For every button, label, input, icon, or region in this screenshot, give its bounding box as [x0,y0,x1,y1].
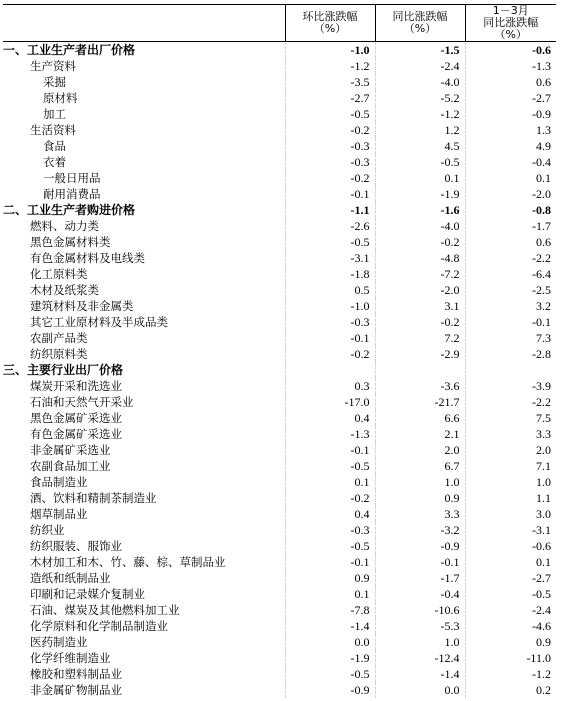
mom-value: -1.4 [285,618,375,634]
row-label: 化工原料类 [30,267,88,281]
row-label: 非金属矿采选业 [30,443,111,457]
mom-value: -3.1 [285,250,375,266]
yoy-value: 2.0 [375,442,465,458]
yoy-value: -1.5 [375,42,465,59]
header-ytd: 1－3月 同比涨跌幅 （%） [465,5,556,42]
mom-value: 0.9 [285,570,375,586]
mom-value: 0.5 [285,282,375,298]
mom-value: -0.1 [285,330,375,346]
table-header [3,5,556,42]
section-row [3,202,556,218]
yoy-value: 7.2 [375,330,465,346]
table-row [3,586,556,602]
mom-value: -3.5 [285,74,375,90]
table-row [3,298,556,314]
ytd-value: -2.2 [465,394,556,410]
table-row [3,570,556,586]
ytd-value: -1.2 [465,666,556,682]
row-label: 一、工业生产者出厂价格 [3,43,136,57]
table-row [3,426,556,442]
row-label: 采掘 [43,75,66,89]
yoy-value: -0.1 [375,554,465,570]
row-label: 有色金属矿采选业 [30,427,122,441]
ytd-value: 7.3 [465,330,556,346]
ytd-value: 0.6 [465,234,556,250]
row-label: 建筑材料及非金属类 [30,299,134,313]
ytd-value: -0.9 [465,106,556,122]
mom-value: -0.9 [285,682,375,698]
table-row [3,106,556,122]
row-label: 化学原料和化学制品制造业 [30,619,168,633]
row-label: 医药制造业 [30,635,88,649]
ytd-value [465,362,556,378]
mom-value: -17.0 [285,394,375,410]
row-label: 煤炭开采和洗选业 [30,379,122,393]
row-label: 食品 [43,139,66,153]
mom-value: -1.1 [285,202,375,218]
ytd-value: -2.4 [465,602,556,618]
row-label: 纺织服装、服饰业 [30,539,122,553]
yoy-value: -0.2 [375,234,465,250]
row-label: 燃料、动力类 [30,219,99,233]
table-row [3,346,556,362]
yoy-value: -4.0 [375,74,465,90]
ytd-value: -0.6 [465,42,556,59]
mom-value: -2.7 [285,90,375,106]
ytd-value: -2.7 [465,570,556,586]
ytd-value: 0.1 [465,170,556,186]
price-index-table [3,4,556,698]
row-label: 食品制造业 [30,475,88,489]
mom-value: -2.6 [285,218,375,234]
row-label: 木材及纸浆类 [30,283,99,297]
yoy-value: 6.6 [375,410,465,426]
row-label: 三、主要行业出厂价格 [3,363,124,377]
yoy-value: -1.7 [375,570,465,586]
ytd-value: 7.1 [465,458,556,474]
yoy-value: 4.5 [375,138,465,154]
row-label: 纺织原料类 [30,347,88,361]
yoy-value [375,362,465,378]
ytd-value: 2.0 [465,442,556,458]
table-row [3,538,556,554]
ytd-value: 3.0 [465,506,556,522]
ytd-value: -0.8 [465,202,556,218]
yoy-value: 0.1 [375,170,465,186]
table-row [3,618,556,634]
mom-value: -0.5 [285,538,375,554]
table-row [3,650,556,666]
ytd-value: 3.3 [465,426,556,442]
mom-value: -1.0 [285,42,375,59]
yoy-value: 2.1 [375,426,465,442]
row-label: 有色金属材料及电线类 [30,251,145,265]
table-row [3,250,556,266]
ytd-value: 0.2 [465,682,556,698]
yoy-value: -2.9 [375,346,465,362]
ytd-value: 1.3 [465,122,556,138]
yoy-value: -0.5 [375,154,465,170]
row-label: 耐用消费品 [43,187,101,201]
row-label: 印刷和记录媒介复制业 [30,587,145,601]
row-label: 原材料 [43,91,78,105]
mom-value: -0.2 [285,346,375,362]
table-row [3,410,556,426]
mom-value: -0.2 [285,490,375,506]
yoy-value: -2.4 [375,58,465,74]
row-label: 酒、饮料和精制茶制造业 [30,491,157,505]
ytd-value: 1.0 [465,474,556,490]
row-label: 生活资料 [30,123,76,137]
yoy-value: 0.9 [375,490,465,506]
yoy-value: -0.4 [375,586,465,602]
header-yoy: 同比涨跌幅 （%） [375,5,465,42]
mom-value: -7.8 [285,602,375,618]
mom-value: 0.4 [285,410,375,426]
table-row [3,554,556,570]
header-blank-cell [3,5,285,42]
yoy-value: 3.1 [375,298,465,314]
table-row [3,122,556,138]
mom-value: -0.5 [285,234,375,250]
row-label: 化学纤维制造业 [30,651,111,665]
table-row [3,90,556,106]
mom-value: -1.0 [285,298,375,314]
row-label: 黑色金属矿采选业 [30,411,122,425]
yoy-value: -4.8 [375,250,465,266]
ytd-value: 7.5 [465,410,556,426]
yoy-value: 1.2 [375,122,465,138]
row-label: 橡胶和塑料制品业 [30,667,122,681]
yoy-value: -5.3 [375,618,465,634]
table-row [3,490,556,506]
table-row [3,506,556,522]
ytd-value: -4.6 [465,618,556,634]
yoy-value: -5.2 [375,90,465,106]
table-row [3,170,556,186]
row-label: 非金属矿物制品业 [30,683,122,697]
row-label: 农副产品类 [30,331,88,345]
yoy-value: 1.0 [375,474,465,490]
mom-value: -0.3 [285,522,375,538]
section-row [3,42,556,59]
mom-value: -1.2 [285,58,375,74]
mom-value: -1.8 [285,266,375,282]
row-label: 石油和天然气开采业 [30,395,134,409]
row-label: 黑色金属材料类 [30,235,111,249]
mom-value: 0.3 [285,378,375,394]
mom-value: -0.1 [285,186,375,202]
yoy-value: -1.6 [375,202,465,218]
table-row [3,682,556,698]
yoy-value: -0.2 [375,314,465,330]
mom-value: -1.9 [285,650,375,666]
mom-value: -0.1 [285,442,375,458]
row-label: 加工 [43,107,66,121]
ytd-value: -0.6 [465,538,556,554]
table-row [3,234,556,250]
ytd-value: 3.2 [465,298,556,314]
ytd-value: -11.0 [465,650,556,666]
yoy-value: -10.6 [375,602,465,618]
table-row [3,74,556,90]
yoy-value: 6.7 [375,458,465,474]
ytd-value: -3.9 [465,378,556,394]
mom-value: -0.3 [285,314,375,330]
ytd-value: -0.1 [465,314,556,330]
ytd-value: -2.8 [465,346,556,362]
mom-value: -0.2 [285,122,375,138]
row-label: 其它工业原材料及半成品类 [30,315,168,329]
table-row [3,634,556,650]
mom-value: -0.5 [285,666,375,682]
yoy-value: -1.4 [375,666,465,682]
row-label: 一般日用品 [43,171,101,185]
ytd-value: -3.1 [465,522,556,538]
yoy-value: 3.3 [375,506,465,522]
table-row [3,314,556,330]
section-row [3,362,556,378]
yoy-value: -21.7 [375,394,465,410]
ytd-value: 4.9 [465,138,556,154]
mom-value [285,362,375,378]
table-row [3,154,556,170]
table-body [3,42,556,699]
table-row [3,394,556,410]
ytd-value: -1.3 [465,58,556,74]
yoy-value: 0.0 [375,682,465,698]
ytd-value: -6.4 [465,266,556,282]
table-row [3,458,556,474]
mom-value: -0.3 [285,138,375,154]
mom-value: -0.2 [285,170,375,186]
ytd-value: 0.1 [465,554,556,570]
row-label: 木材加工和木、竹、藤、棕、草制品业 [30,555,226,569]
mom-value: 0.4 [285,506,375,522]
ytd-value: -0.4 [465,154,556,170]
mom-value: 0.0 [285,634,375,650]
yoy-value: -2.0 [375,282,465,298]
row-label: 纺织业 [30,523,65,537]
header-mom: 环比涨跌幅 （%） [285,5,375,42]
yoy-value: -12.4 [375,650,465,666]
table-row [3,602,556,618]
ytd-value: 0.9 [465,634,556,650]
table-row [3,522,556,538]
table-row [3,138,556,154]
mom-value: -1.3 [285,426,375,442]
table-row [3,218,556,234]
ytd-value: 0.6 [465,74,556,90]
row-label: 生产资料 [30,59,76,73]
table-row [3,282,556,298]
row-label: 衣着 [43,155,66,169]
ytd-value: -2.5 [465,282,556,298]
ytd-value: -2.7 [465,90,556,106]
yoy-value: -7.2 [375,266,465,282]
table-row [3,666,556,682]
table-row [3,330,556,346]
table-row [3,378,556,394]
mom-value: -0.5 [285,106,375,122]
yoy-value: -0.9 [375,538,465,554]
yoy-value: -1.2 [375,106,465,122]
table-row [3,266,556,282]
yoy-value: -4.0 [375,218,465,234]
yoy-value: -3.6 [375,378,465,394]
ytd-value: 1.1 [465,490,556,506]
yoy-value: -1.9 [375,186,465,202]
ytd-value: -2.0 [465,186,556,202]
table-row [3,442,556,458]
ytd-value: -1.7 [465,218,556,234]
row-label: 石油、煤炭及其他燃料加工业 [30,603,180,617]
mom-value: 0.1 [285,586,375,602]
mom-value: -0.3 [285,154,375,170]
table-row [3,474,556,490]
mom-value: -0.1 [285,554,375,570]
ytd-value: -2.2 [465,250,556,266]
row-label: 烟草制品业 [30,507,88,521]
ytd-value: -0.5 [465,586,556,602]
row-label: 二、工业生产者购进价格 [3,203,136,217]
row-label: 造纸和纸制品业 [30,571,111,585]
mom-value: -0.5 [285,458,375,474]
yoy-value: -3.2 [375,522,465,538]
table-row [3,186,556,202]
mom-value: 0.1 [285,474,375,490]
table-row [3,58,556,74]
row-label: 农副食品加工业 [30,459,111,473]
yoy-value: 1.0 [375,634,465,650]
